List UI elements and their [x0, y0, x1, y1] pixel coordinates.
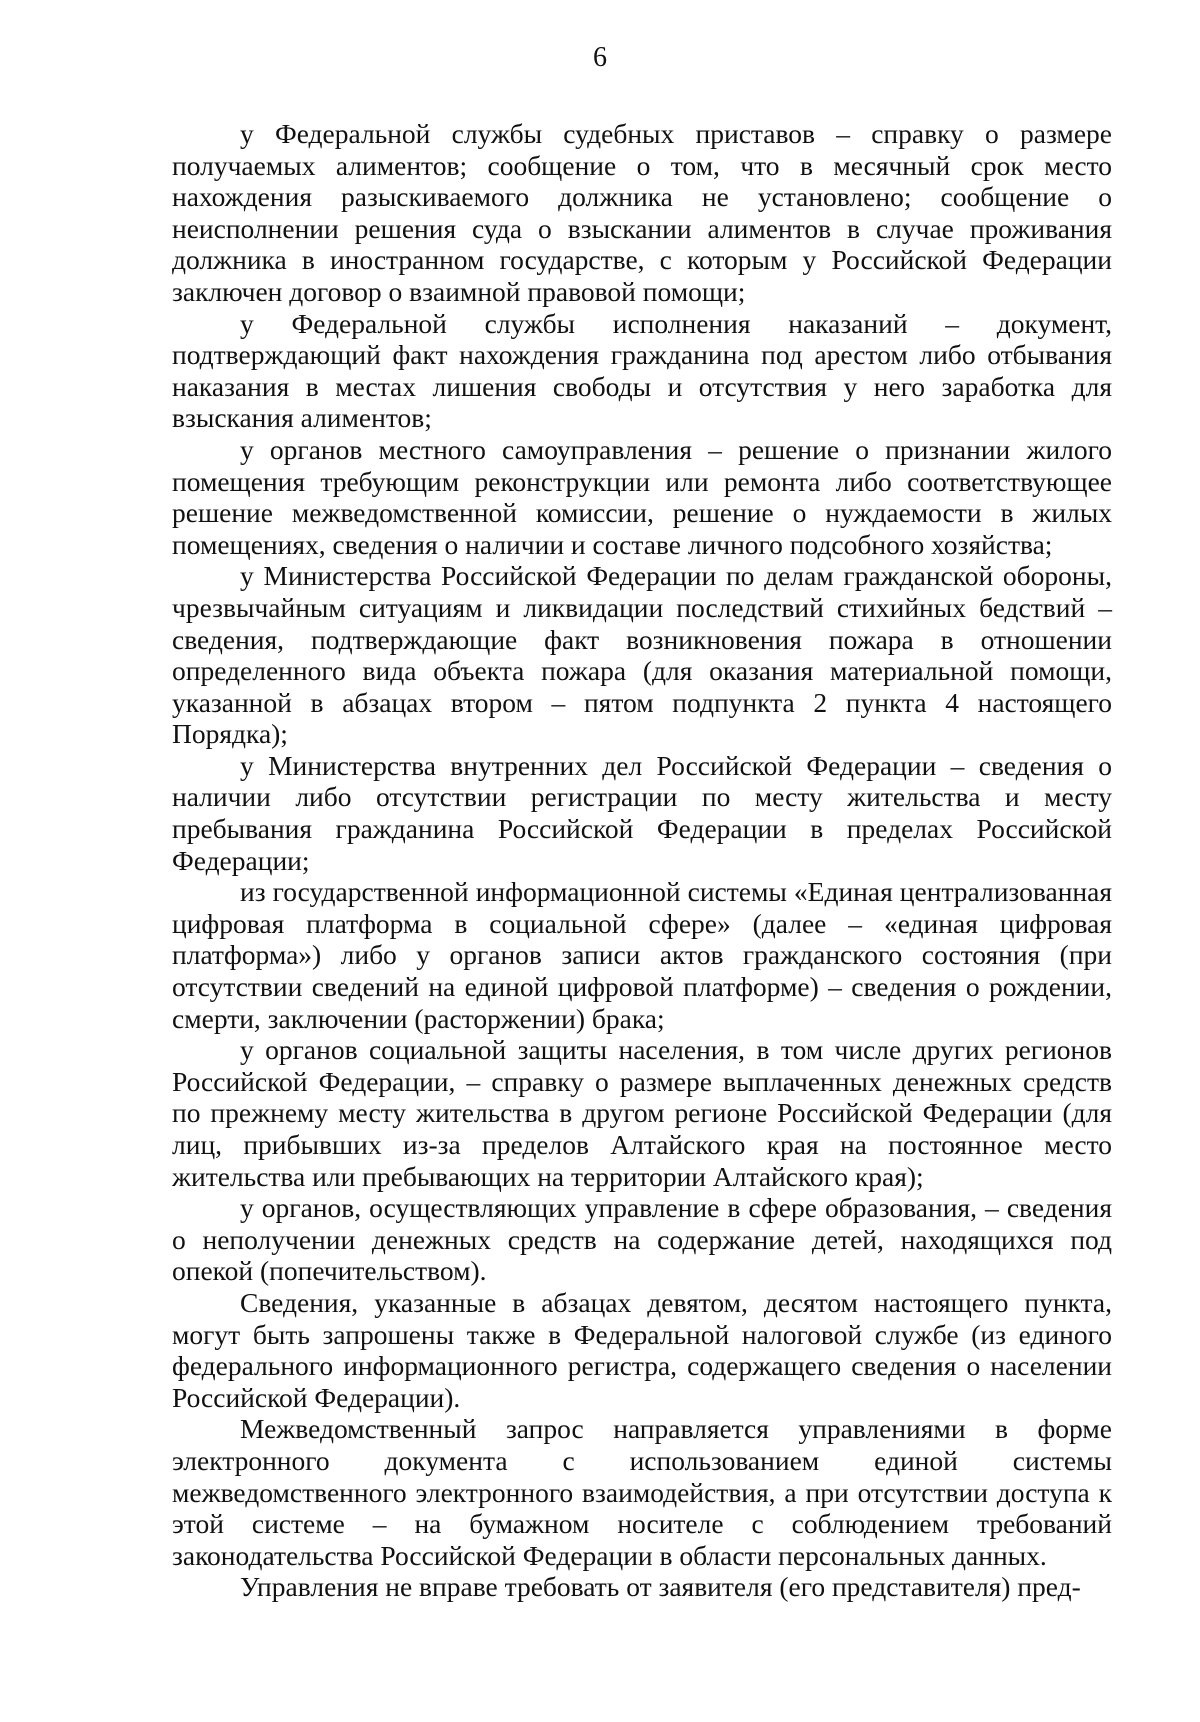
paragraph: у органов местного самоуправления – решение о признании жилого помещения требующим реконструкции или ремонта либо соответствующее решение межведомственной комиссии, решение о нуждаемости в жилых помещениях, сведения о наличии и составе личного подсобного хозяйства;	[172, 433, 1112, 560]
paragraph: у Федеральной службы судебных приставов – справку о размере получаемых алиментов; сообщение о том, что в месячный срок место нахождения разыскиваемого должника не установлено; сообщение о неисполнении решения суда о взыскании алиментов в случае проживания должника в иностранном государстве, с которым у Российской Федерации заключен договор о взаимной правовой помощи;	[172, 118, 1112, 307]
paragraph: у органов, осуществляющих управление в сфере образования, – сведения о неполучении денежных средств на содержание детей, находящихся под опекой (попечительством).	[172, 1192, 1112, 1287]
paragraph: у Министерства Российской Федерации по делам гражданской обороны, чрезвычайным ситуациям и ликвидации последствий стихийных бедствий – сведения, подтверждающие факт возникновения пожара в отношении определенного вида объекта пожара (для оказания материальной помощи, указанной в абзацах втором – пятом подпункта 2 пункта 4 настоящего Порядка);	[172, 560, 1112, 750]
paragraph: у Министерства внутренних дел Российской Федерации – сведения о наличии либо отсутствии регистрации по месту жительства и месту пребывания гражданина Российской Федерации в пределах Российской Федерации;	[172, 749, 1112, 876]
paragraph-continued: Управления не вправе требовать от заявителя (его представителя) пред-	[240, 1571, 1081, 1603]
page-number: 6	[593, 42, 607, 73]
paragraph: Межведомственный запрос направляется управлениями в форме электронного документа с использованием единой системы межведомственного электронного взаимодействия, а при отсутствии доступа к этой системе – на бумажном носителе с соблюдением требований законодательства Российской Федерации в области персональных данных.	[172, 1413, 1112, 1571]
paragraph: у органов социальной защиты населения, в том числе других регионов Российской Федерации, – справку о размере выплаченных денежных средств по прежнему месту жительства в другом регионе Российской Федерации (для лиц, прибывших из-за пределов Алтайского края на постоянное место жительства или пребывающих на территории Алтайского края);	[172, 1034, 1112, 1192]
paragraph: у Федеральной службы исполнения наказаний – документ, подтверждающий факт нахождения гражданина под арестом либо отбывания наказания в местах лишения свободы и отсутствия у него заработка для взыскания алиментов;	[172, 307, 1112, 434]
document-body	[172, 118, 1112, 1603]
paragraph: Сведения, указанные в абзацах девятом, десятом настоящего пункта, могут быть запрошены также в Федеральной налоговой службе (из единого федерального информационного регистра, содержащего сведения о населении Российской Федерации).	[172, 1286, 1112, 1413]
paragraph: из государственной информационной системы «Единая централизованная цифровая платформа в социальной сфере» (далее – «единая цифровая платформа») либо у органов записи актов гражданского состояния (при отсутствии сведений на единой цифровой платформе) – сведения о рождении, смерти, заключении (расторжении) брака;	[172, 876, 1112, 1034]
